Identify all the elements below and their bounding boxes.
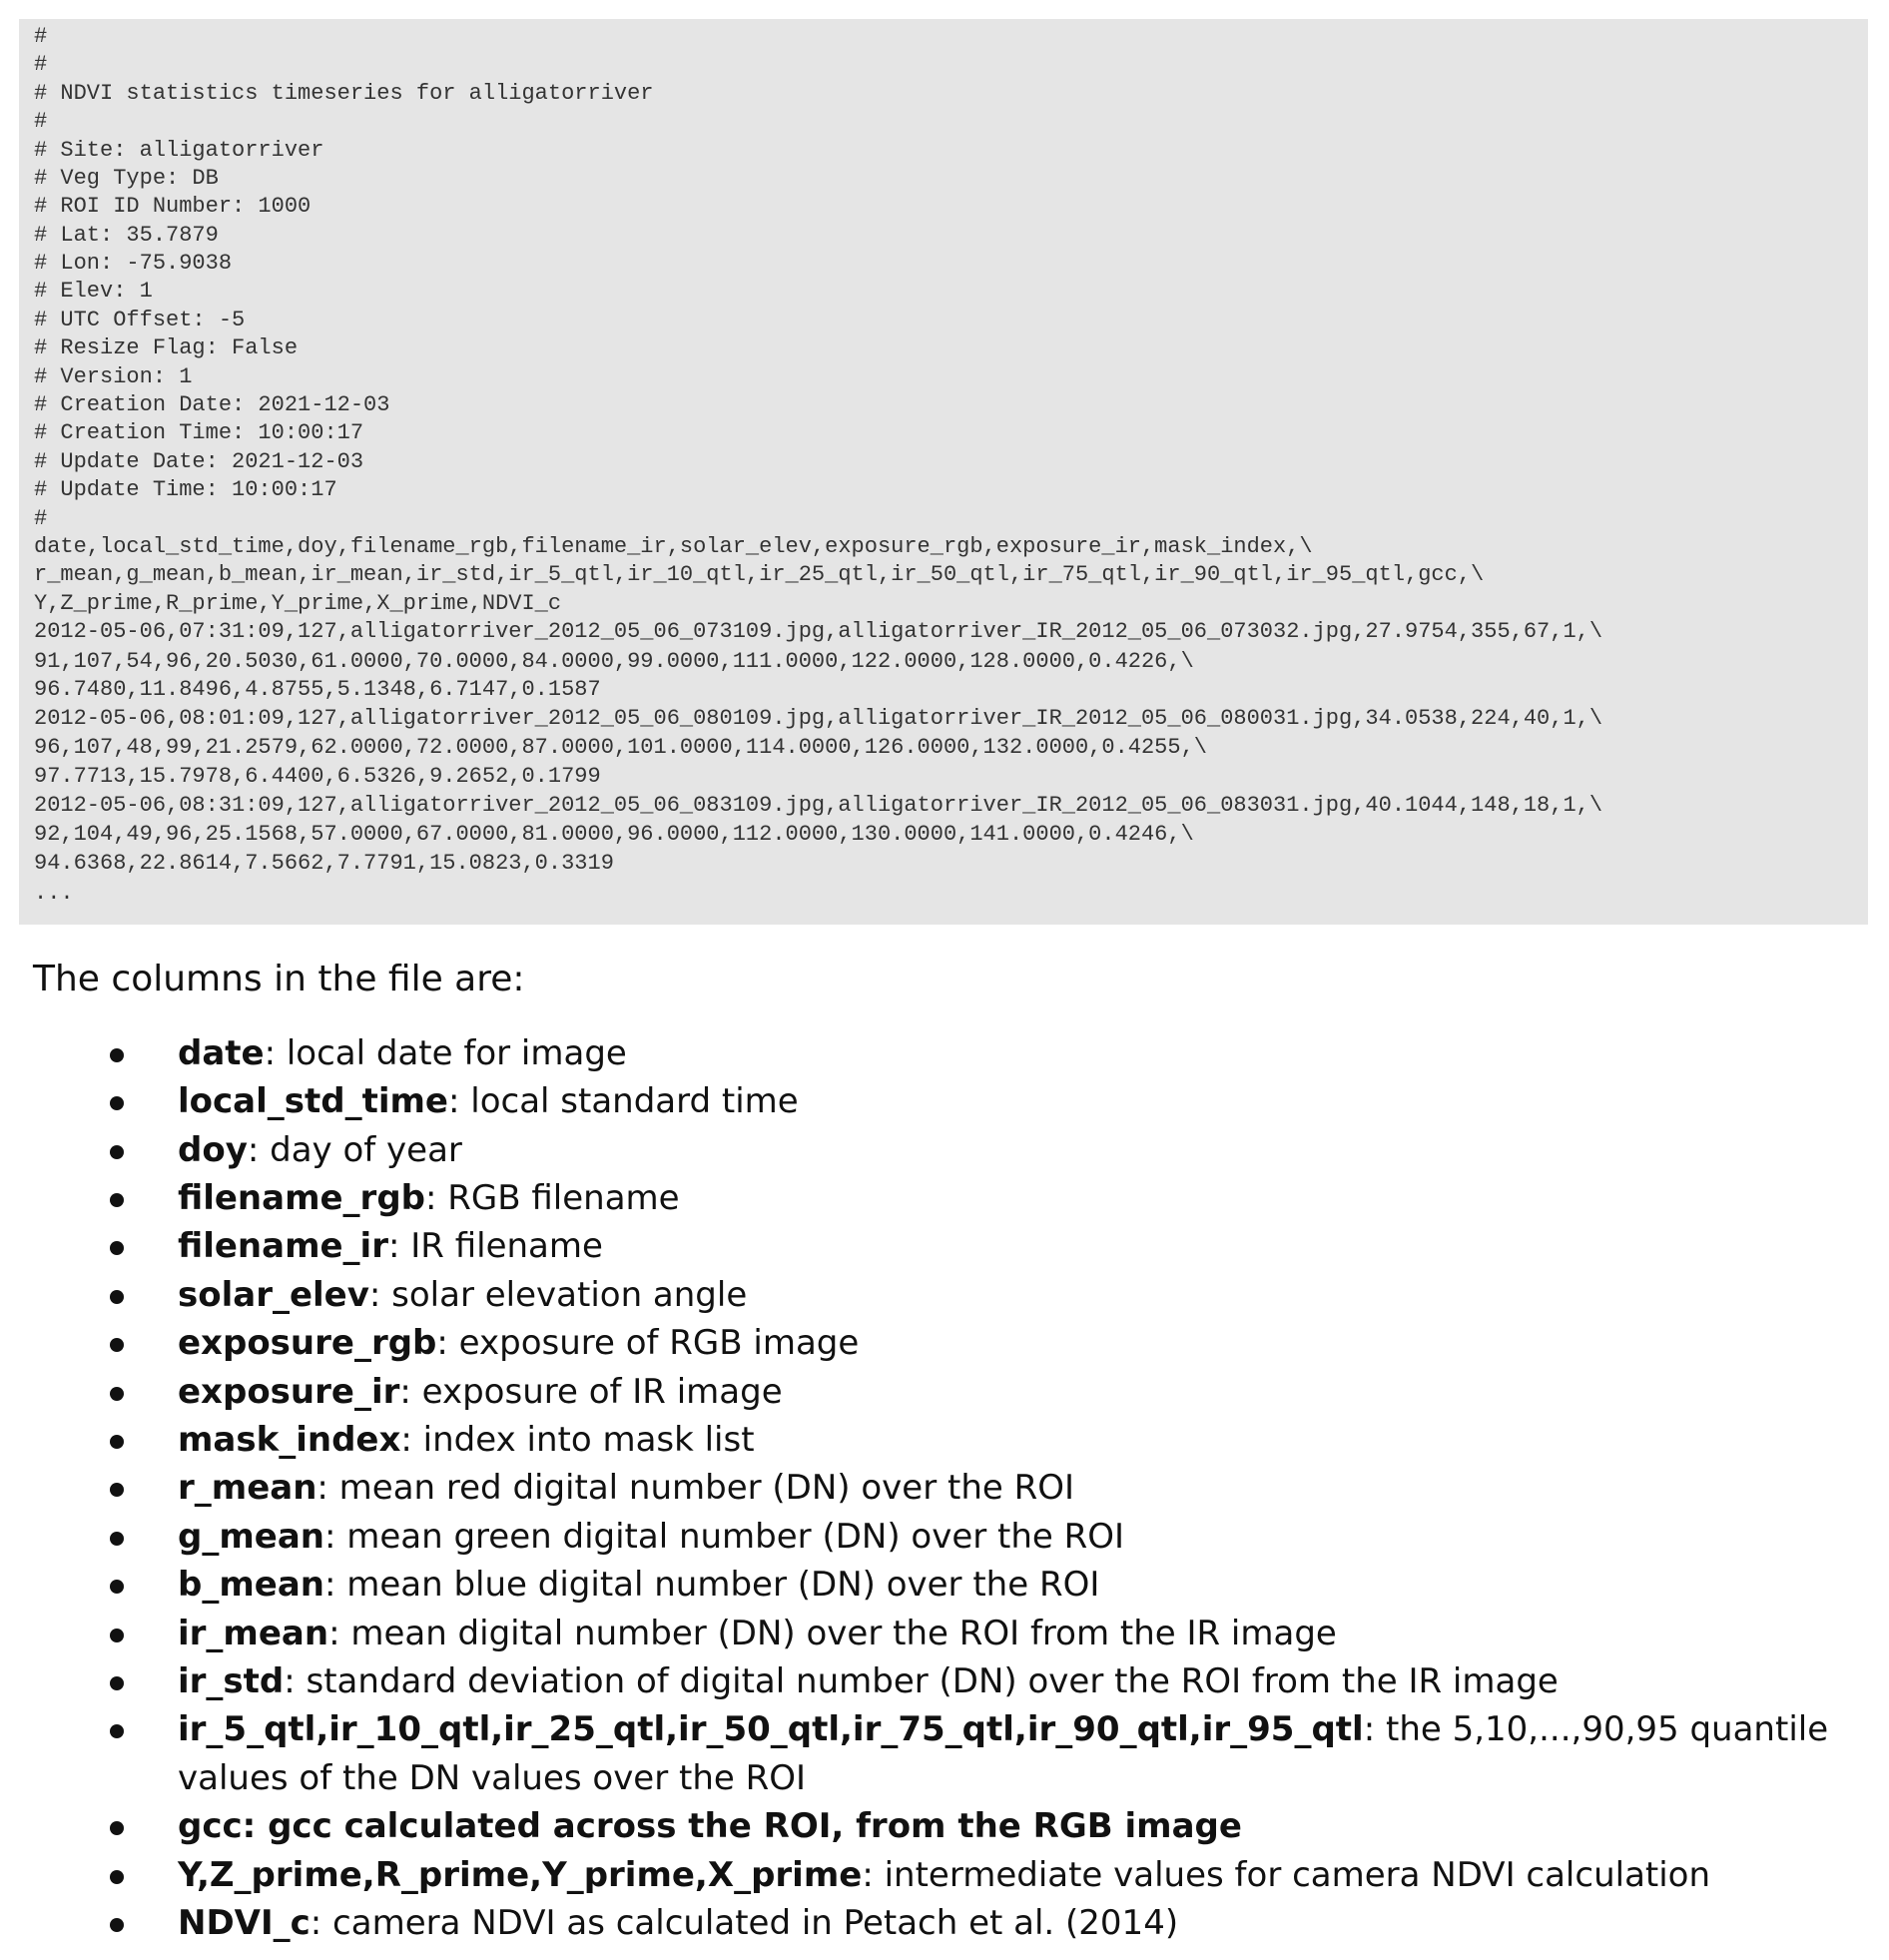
bullet-icon: [110, 1048, 124, 1062]
code-line: #: [34, 506, 48, 531]
code-line: # Creation Time: 10:00:17: [34, 420, 364, 445]
column-description: : mean green digital number (DN) over the ROI: [323, 1517, 1125, 1557]
column-term: gcc: gcc calculated across the ROI, from the RGB image: [178, 1806, 1242, 1846]
column-term: r_mean: [178, 1468, 317, 1508]
code-line: # NDVI statistics timeseries for alligatorriver: [34, 81, 654, 106]
code-line: # Update Date: 2021-12-03: [34, 449, 364, 474]
bullet-icon: [110, 1096, 124, 1110]
column-description: : day of year: [247, 1130, 462, 1170]
column-term: ir_mean: [178, 1614, 329, 1653]
code-line: #: [34, 24, 48, 49]
code-line: 2012-05-06,07:31:09,127,alligatorriver_2012_05_06_073109.jpg,alligatorriver_IR_2012_05_06_073032.jpg,27.9754,355,67,1,\: [34, 619, 1603, 644]
code-block: [19, 19, 1868, 925]
code-line: ...: [34, 881, 74, 906]
code-line: Y,Z_prime,R_prime,Y_prime,X_prime,NDVI_c: [34, 591, 562, 616]
code-line: # Veg Type: DB: [34, 166, 219, 191]
column-description: : mean digital number (DN) over the ROI from the IR image: [328, 1614, 1337, 1653]
column-term: filename_ir: [178, 1226, 388, 1266]
column-term: mask_index: [178, 1420, 401, 1460]
column-description: : IR filename: [387, 1226, 603, 1266]
column-term: g_mean: [178, 1517, 324, 1557]
code-line: 2012-05-06,08:31:09,127,alligatorriver_2012_05_06_083109.jpg,alligatorriver_IR_2012_05_06_083031.jpg,40.1044,148,18,1,\: [34, 793, 1603, 818]
column-description: : RGB filename: [425, 1178, 680, 1218]
column-term: ir_std: [178, 1661, 285, 1701]
column-term: ir_5_qtl,ir_10_qtl,ir_25_qtl,ir_50_qtl,ir_75_qtl,ir_90_qtl,ir_95_qtl: [178, 1709, 1364, 1749]
column-term: NDVI_c: [178, 1903, 311, 1943]
bullet-icon: [110, 1821, 124, 1835]
code-line: # Resize Flag: False: [34, 335, 299, 360]
bullet-icon: [110, 1241, 124, 1255]
column-description: : standard deviation of digital number (DN) over the ROI from the IR image: [284, 1661, 1559, 1701]
column-term: Y,Z_prime,R_prime,Y_prime,X_prime: [178, 1855, 863, 1895]
code-line: 96.7480,11.8496,4.8755,5.1348,6.7147,0.1587: [34, 677, 601, 702]
code-line: # ROI ID Number: 1000: [34, 194, 312, 219]
code-line: 2012-05-06,08:01:09,127,alligatorriver_2012_05_06_080109.jpg,alligatorriver_IR_2012_05_06_080031.jpg,34.0538,224,40,1,\: [34, 706, 1603, 731]
code-line: r_mean,g_mean,b_mean,ir_mean,ir_std,ir_5_qtl,ir_10_qtl,ir_25_qtl,ir_50_qtl,ir_75_qtl,ir_90_qtl,ir_95_qtl,gcc,\: [34, 562, 1485, 587]
column-description: : mean red digital number (DN) over the ROI: [316, 1468, 1075, 1508]
column-description: : exposure of IR image: [399, 1372, 783, 1412]
column-term: doy: [178, 1130, 248, 1170]
bullet-icon: [110, 1435, 124, 1449]
bullet-icon: [110, 1338, 124, 1352]
column-description: : index into mask list: [400, 1420, 755, 1460]
column-description: : the 5,10,...,90,95 quantile: [1363, 1709, 1829, 1749]
bullet-icon: [110, 1387, 124, 1401]
code-line: # UTC Offset: -5: [34, 308, 246, 332]
bullet-icon: [110, 1629, 124, 1642]
column-description: : local date for image: [264, 1033, 627, 1073]
column-description: : camera NDVI as calculated in Petach et al. (2014): [310, 1903, 1179, 1943]
code-line: 94.6368,22.8614,7.5662,7.7791,15.0823,0.3319: [34, 851, 614, 876]
code-line: 92,104,49,96,25.1568,57.0000,67.0000,81.0000,96.0000,112.0000,130.0000,141.0000,0.4246,\: [34, 822, 1194, 847]
code-line: #: [34, 52, 48, 77]
column-term: exposure_ir: [178, 1372, 400, 1412]
column-term: solar_elev: [178, 1275, 369, 1315]
code-line: #: [34, 109, 48, 134]
column-term: exposure_rgb: [178, 1323, 437, 1363]
code-line: # Elev: 1: [34, 279, 153, 304]
code-line: date,local_std_time,doy,filename_rgb,filename_ir,solar_elev,exposure_rgb,exposure_ir,mask_index,\: [34, 534, 1313, 559]
bullet-icon: [110, 1676, 124, 1690]
column-description: : mean blue digital number (DN) over the ROI: [323, 1565, 1100, 1605]
code-line: # Lon: -75.9038: [34, 251, 233, 276]
columns-intro: The columns in the file are:: [33, 959, 525, 999]
code-line: 91,107,54,96,20.5030,61.0000,70.0000,84.0000,99.0000,111.0000,122.0000,128.0000,0.4226,\: [34, 649, 1194, 674]
code-line: 96,107,48,99,21.2579,62.0000,72.0000,87.0000,101.0000,114.0000,126.0000,132.0000,0.4255,\: [34, 735, 1207, 760]
column-description: : intermediate values for camera NDVI calculation: [862, 1855, 1711, 1895]
code-line: # Update Time: 10:00:17: [34, 477, 337, 502]
column-term: date: [178, 1033, 265, 1073]
column-description: : solar elevation angle: [368, 1275, 748, 1315]
code-line: # Version: 1: [34, 364, 193, 389]
code-line: # Creation Date: 2021-12-03: [34, 392, 390, 417]
bullet-icon: [110, 1290, 124, 1304]
bullet-icon: [110, 1580, 124, 1594]
code-line: 97.7713,15.7978,6.4400,6.5326,9.2652,0.1799: [34, 764, 601, 789]
bullet-icon: [110, 1532, 124, 1546]
bullet-icon: [110, 1145, 124, 1159]
column-description-continued: values of the DN values over the ROI: [178, 1758, 807, 1798]
bullet-icon: [110, 1918, 124, 1932]
code-line: # Site: alligatorriver: [34, 138, 324, 163]
column-term: filename_rgb: [178, 1178, 425, 1218]
column-term: local_std_time: [178, 1081, 448, 1121]
bullet-icon: [110, 1483, 124, 1497]
column-description: : local standard time: [448, 1081, 799, 1121]
column-description: : exposure of RGB image: [436, 1323, 860, 1363]
bullet-icon: [110, 1724, 124, 1738]
code-line: # Lat: 35.7879: [34, 223, 219, 248]
bullet-icon: [110, 1193, 124, 1207]
column-term: b_mean: [178, 1565, 324, 1605]
bullet-icon: [110, 1870, 124, 1884]
